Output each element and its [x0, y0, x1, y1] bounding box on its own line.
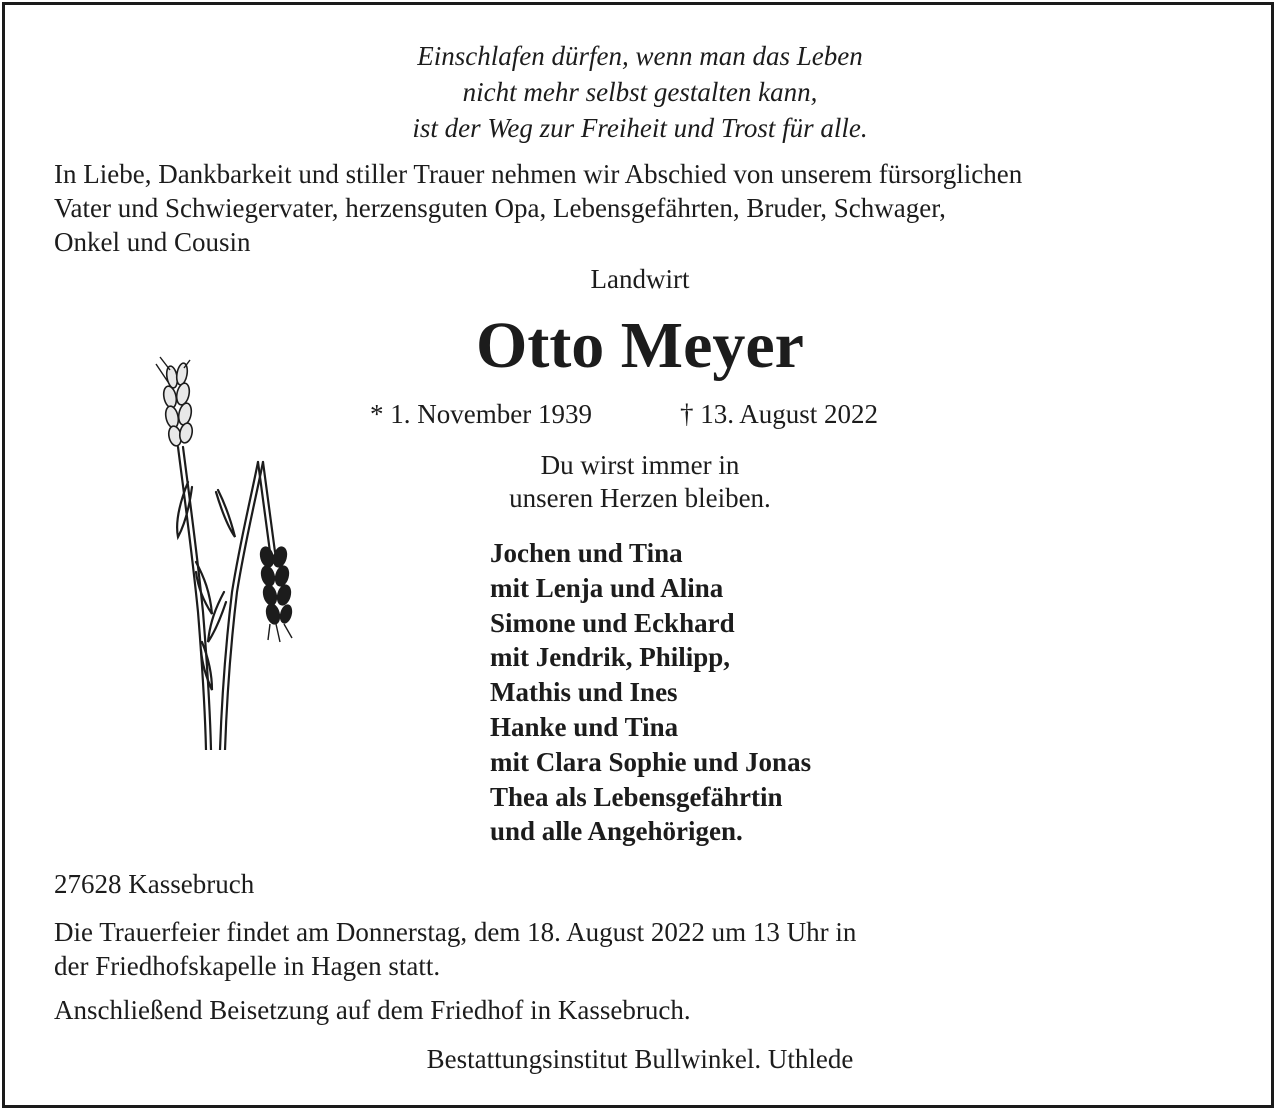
deceased-name: Otto Meyer: [476, 309, 804, 382]
mourner-line: Simone und Eckhard: [490, 607, 735, 638]
occupation: Landwirt: [590, 264, 690, 294]
intro-line: Vater und Schwiegervater, herzensguten Opa, Lebensgefährten, Bruder, Schwager,: [54, 193, 946, 223]
mourner-line: mit Lenja und Alina: [490, 572, 724, 603]
poem-line: Einschlafen dürfen, wenn man das Leben: [417, 41, 863, 71]
death-date: † 13. August 2022: [680, 399, 879, 429]
ceremony-info: [54, 915, 856, 983]
intro-line: In Liebe, Dankbarkeit und stiller Trauer nehmen wir Abschied von unserem fürsorglichen: [54, 159, 1023, 189]
mourner-line: mit Jendrik, Philipp,: [490, 642, 731, 673]
intro-line: Onkel und Cousin: [54, 227, 251, 257]
address: 27628 Kassebruch: [54, 869, 255, 899]
mourner-line: Hanke und Tina: [490, 711, 679, 742]
poem: [0, 38, 1280, 146]
burial-info: Anschließend Beisetzung auf dem Friedhof in Kassebruch.: [54, 995, 691, 1025]
mourner-line: Mathis und Ines: [490, 677, 678, 708]
ceremony-line: Die Trauerfeier findet am Donnerstag, dem 18. August 2022 um 13 Uhr in: [54, 917, 857, 947]
mourners-list: [490, 536, 811, 849]
birth-date: * 1. November 1939: [370, 399, 592, 429]
mourner-line: Jochen und Tina: [490, 538, 683, 568]
ceremony-line: der Friedhofskapelle in Hagen statt.: [54, 951, 441, 981]
intro-text: [54, 157, 1022, 259]
poem-line: ist der Weg zur Freiheit und Trost für alle.: [412, 113, 868, 143]
wheat-ears-icon: [150, 352, 300, 750]
undertaker: Bestattungsinstitut Bullwinkel. Uthlede: [426, 1044, 854, 1074]
mourner-line: und alle Angehörigen.: [490, 816, 743, 847]
quote-line: unseren Herzen bleiben.: [509, 483, 771, 513]
mourner-line: Thea als Lebensgefährtin: [490, 781, 783, 812]
mourner-line: mit Clara Sophie und Jonas: [490, 746, 812, 777]
quote-line: Du wirst immer in: [540, 450, 740, 480]
poem-line: nicht mehr selbst gestalten kann,: [462, 77, 818, 107]
